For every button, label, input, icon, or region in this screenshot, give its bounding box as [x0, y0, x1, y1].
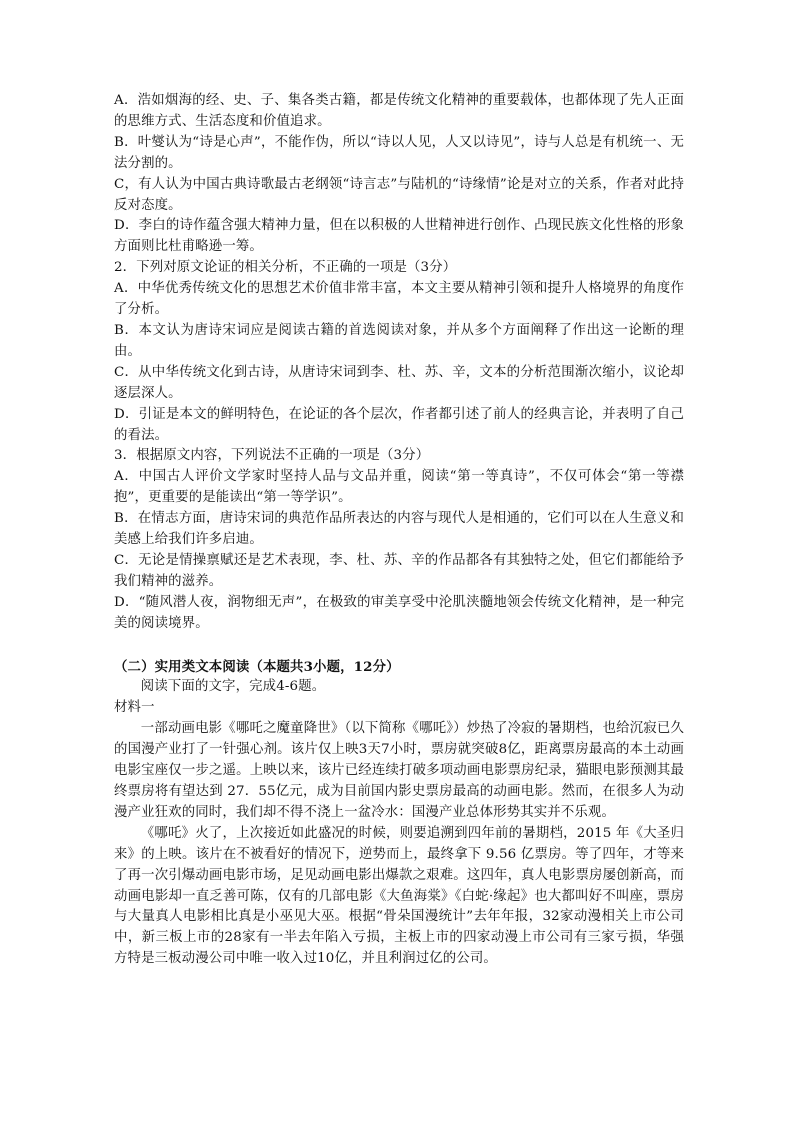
material-paragraph-2: 《哪吒》火了，上次接近如此盛况的时候，则要追溯到四年前的暑期档，2015 年《大圣归来》的上映。该片在不被看好的情况下，逆势而上，最终拿下 9.56 亿票房。等了四年，才等来了再一次引爆动画电影市场，足见动画电影出爆款之艰难。这四年，真人电影票房屡创新高，而动画电影却一直乏善可陈，仅有的几部电影《大鱼海棠》《白蛇·缘起》也大都叫好不叫座，票房与大量真人电影相比真是小巫见大巫。根据“骨朵国漫统计”去年年报，32家动漫相关上市公司中，新三板上市的28家有一半去年陷入亏损，主板上市的四家动漫上市公司有三家亏损，华强方特是三板动漫公司中唯一收入过10亿，并且利润过亿的公司。 [114, 825, 684, 967]
q3-option-d: D．“随风潜人夜，润物细无声”，在极致的审美享受中沦肌浃髓地领会传统文化精神，是一种完美的阅读境界。 [114, 594, 684, 631]
q1-option-a: A．浩如烟海的经、史、子、集各类古籍，都是传统文化精神的重要载体，也都体现了先人正面的思维方式、生活态度和价值追求。 [114, 93, 684, 129]
q3-stem: 3．根据原文内容，下列说法不正确的一项是（3分） [114, 448, 430, 464]
q2-option-c: C．从中华传统文化到古诗，从唐诗宋词到李、杜、苏、辛，文本的分析范围渐次缩小，议论却逐层深人。 [114, 364, 684, 401]
q2-option-a: A．中华优秀传统文化的思想艺术价值非常丰富，本文主要从精神引领和提升人格境界的角度作了分析。 [114, 281, 684, 318]
question2 [114, 258, 684, 446]
q2-stem: 2．下列对原文论证的相关分析，不正确的一项是（3分） [114, 260, 457, 276]
section2-instruction: 阅读下面的文字，完成4-6题。 [140, 679, 326, 695]
section2 [114, 657, 684, 971]
q3-option-c: C．无论是情操禀赋还是艺术表现，李、杜、苏、辛的作品都各有其独特之处，但它们都能给予我们精神的滋养。 [114, 552, 684, 589]
material-paragraph-1: 一部动画电影《哪吒之魔童降世》（以下简称《哪吒》）炒热了冷寂的暑期档，也给沉寂已久的国漫产业打了一针强心剂。该片仅上映3天7小时，票房就突破8亿，距离票房最高的本土动画电影宝座仅一步之遥。上映以来，该片已经连续打破多项动画电影票房纪录，猫眼电影预测其最终票房将有望达到 27．55亿元，成为目前国内影史票房最高的动画电影。然而，在很多人为动漫产业狂欢的同时，我们却不得不浇上一盆冷水：国漫产业总体形势其实并不乐观。 [114, 721, 684, 820]
q1-option-d: D．李白的诗作蕴含强大精神力量，但在以积极的人世精神进行创作、凸现民族文化性格的形象方面则比杜甫略逊一筹。 [114, 218, 684, 255]
material-label: 材料一 [114, 700, 155, 716]
question1-options [114, 91, 684, 258]
q3-option-a: A．中国古人评价文学家时坚持人品与文品并重，阅读“第一等真诗”，不仅可体会“第一等襟抱”，更重要的是能读出“第一等学识”。 [114, 469, 684, 506]
question3 [114, 446, 684, 634]
q1-option-b: B．叶燮认为“诗是心声”，不能作伪，所以“诗以人见，人又以诗见”，诗与人总是有机统一、无法分割的。 [114, 134, 684, 171]
section2-title: （二）实用类文本阅读（本题共3小题，12分） [114, 658, 400, 675]
section-spacer [114, 635, 684, 657]
q2-option-b: B．本文认为唐诗宋词应是阅读古籍的首选阅读对象，并从多个方面阐释了作出这一论断的理由。 [114, 322, 684, 359]
q3-option-b: B．在情志方面，唐诗宋词的典范作品所表达的内容与现代人是相通的，它们可以在人生意义和美感上给我们许多启迪。 [114, 511, 684, 548]
q1-option-c: C，有人认为中国古典诗歌最古老纲领“诗言志”与陆机的“诗缘情”论是对立的关系，作者对此持反对态度。 [114, 176, 684, 213]
q2-option-d: D．引证是本文的鲜明特色，在论证的各个层次，作者都引述了前人的经典言论，并表明了自己的看法。 [114, 406, 684, 443]
document-page [114, 91, 684, 970]
